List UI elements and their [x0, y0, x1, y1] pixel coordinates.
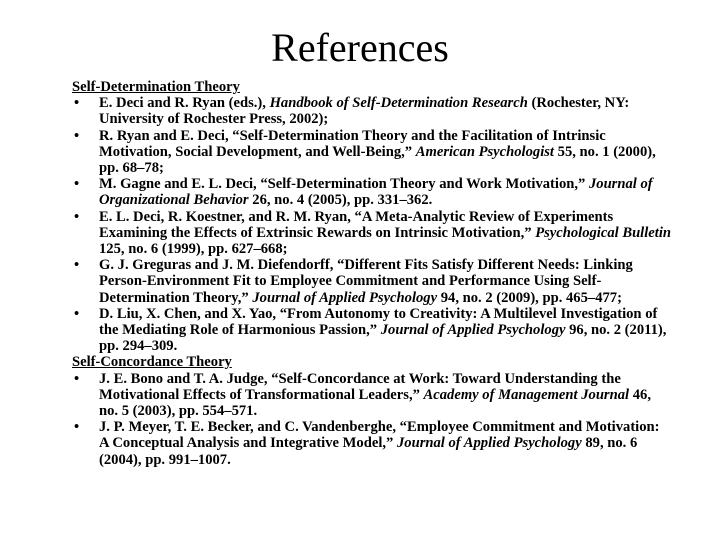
reference-item [72, 209, 672, 258]
reference-item [72, 419, 672, 468]
bullet-icon: • [74, 95, 80, 112]
reference-source: American Psychologist [415, 143, 554, 160]
reference-authors-title: J. P. Meyer, T. E. Becker, and C. Vandenberghe, “Employee Commitment and Motivation: A Conceptual Analysis and Integrative Model,” [99, 419, 660, 452]
reference-list [72, 371, 672, 468]
reference-details: 46, no. 5 (2003), pp. 554–571. [99, 386, 651, 420]
reference-authors-title: J. E. Bono and T. A. Judge, “Self-Concordance at Work: Toward Understanding the Motivational Effects of Transformational Leaders,” [99, 370, 621, 403]
reference-item [72, 306, 672, 355]
page-title: References [271, 25, 449, 70]
section-heading: Self-Determination Theory [72, 79, 240, 95]
reference-item [72, 176, 672, 208]
reference-source: Journal of Organizational Behavior [99, 176, 653, 209]
reference-authors-title: E. Deci and R. Ryan (eds.), [99, 95, 270, 112]
bullet-icon: • [74, 127, 80, 144]
reference-item [72, 95, 672, 127]
bullet-icon: • [74, 176, 80, 193]
bullet-icon: • [74, 419, 80, 436]
bullet-icon: • [74, 305, 80, 322]
bullet-icon: • [74, 208, 80, 225]
reference-source: Psychological Bulletin [535, 224, 671, 241]
reference-details: 125, no. 6 (1999), pp. 627–668; [99, 241, 288, 258]
reference-authors-title: M. Gagne and E. L. Deci, “Self-Determination Theory and Work Motivation,” [99, 176, 589, 193]
bullet-icon: • [74, 370, 80, 387]
bullet-icon: • [74, 257, 80, 274]
section-self-concordance [72, 354, 672, 467]
section-heading: Self-Concordance Theory [72, 354, 232, 371]
section-self-determination [72, 79, 672, 354]
reference-source: Journal of Applied Psychology [380, 322, 566, 339]
reference-source: Journal of Applied Psychology [396, 435, 582, 452]
reference-details: 55, no. 1 (2000), pp. 68–78; [99, 143, 656, 177]
reference-source: Handbook of Self-Determination Research [269, 95, 528, 112]
reference-list [72, 95, 672, 354]
references-content [72, 79, 672, 468]
reference-item [72, 257, 672, 306]
reference-details: (Rochester, NY: University of Rochester Press, 2002); [99, 95, 630, 128]
reference-item [72, 371, 672, 420]
reference-authors-title: D. Liu, X. Chen, and X. Yao, “From Autonomy to Creativity: A Multilevel Investigation of the Mediating Role of Harmonious Passion,” [99, 305, 658, 339]
reference-source: Academy of Management Journal [423, 386, 630, 403]
reference-authors-title: E. L. Deci, R. Koestner, and R. M. Ryan, “A Meta-Analytic Review of Experiments Examining the Effects of Extrinsic Rewards on Intrinsic Motivation,” [99, 208, 614, 241]
reference-details: 96, no. 2 (2011), pp. 294–309. [99, 322, 667, 355]
reference-details: 26, no. 4 (2005), pp. 331–362. [248, 192, 433, 209]
reference-details: 89, no. 6 (2004), pp. 991–1007. [99, 435, 638, 468]
reference-source: Journal of Applied Psychology [252, 289, 438, 306]
reference-authors-title: R. Ryan and E. Deci, “Self-Determination Theory and the Facilitation of Intrinsic Motivation, Social Development, and Well-Being,” [99, 127, 606, 160]
reference-item [72, 128, 672, 177]
reference-authors-title: G. J. Greguras and J. M. Diefendorff, “Different Fits Satisfy Different Needs: Linking Person-Environment Fit to Employee Commitment and Performance Using Self-Determination Theory,” [99, 257, 633, 306]
reference-details: 94, no. 2 (2009), pp. 465–477; [437, 289, 622, 306]
